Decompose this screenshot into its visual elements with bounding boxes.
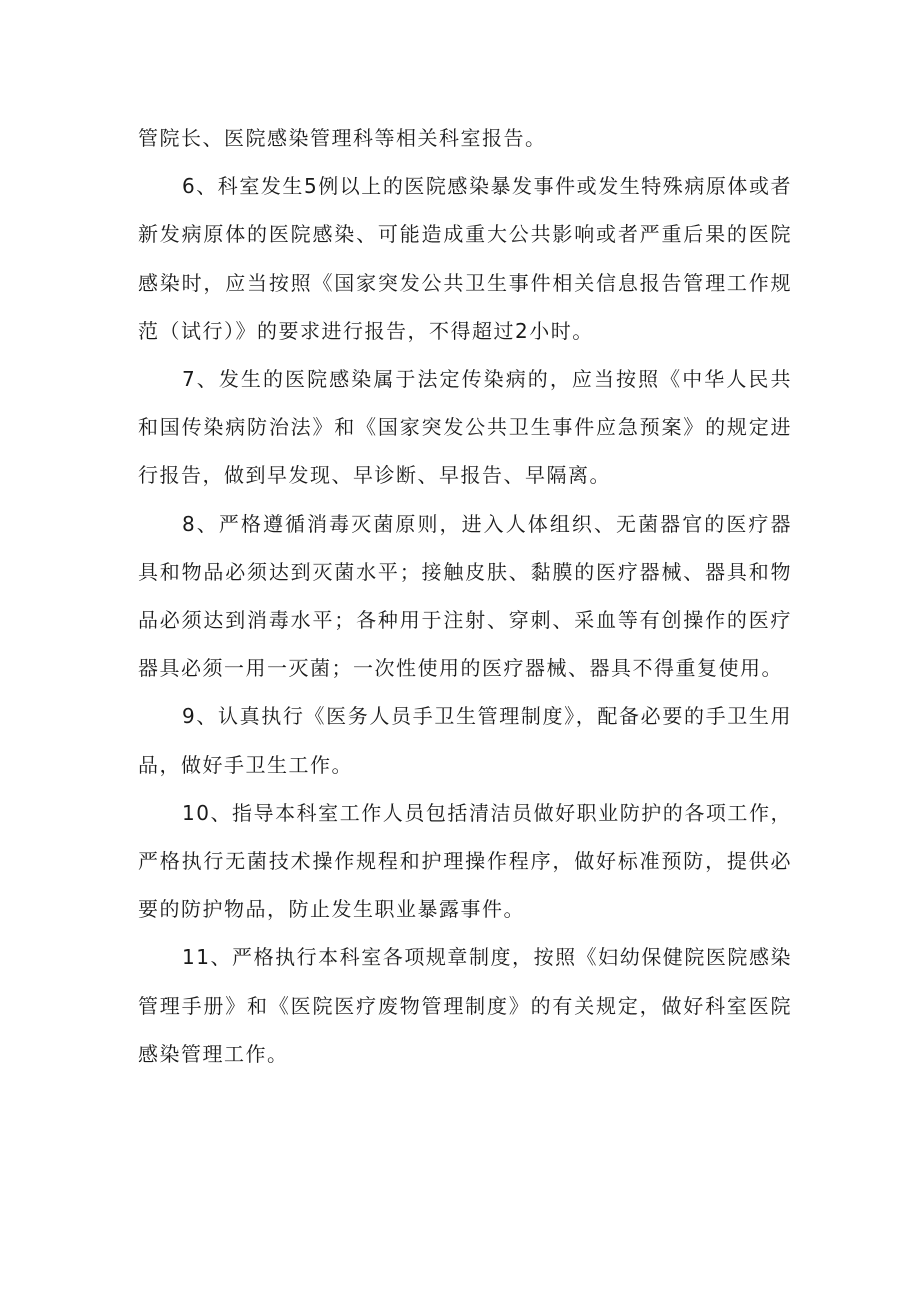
paragraph-item-11: 11、严格执行本科室各项规章制度，按照《妇幼保健院医院感染管理手册》和《医院医疗废物管理制度》的有关规定，做好科室医院感染管理工作。	[138, 945, 792, 1066]
paragraph-item-8: 8、严格遵循消毒灭菌原则，进入人体组织、无菌器官的医疗器具和物品必须达到灭菌水平；接触皮肤、黏膜的医疗器械、器具和物品必须达到消毒水平；各种用于注射、穿刺、采血等有创操作的医疗器具必须一用一灭菌；一次性使用的医疗器械、器具不得重复使用。	[138, 511, 792, 681]
paragraph-item-7: 7、发生的医院感染属于法定传染病的，应当按照《中华人民共和国传染病防治法》和《国家突发公共卫生事件应急预案》的规定进行报告，做到早发现、早诊断、早报告、早隔离。	[138, 367, 792, 488]
paragraph-item-10: 10、指导本科室工作人员包括清洁员做好职业防护的各项工作，严格执行无菌技术操作规程和护理操作程序，做好标准预防，提供必要的防护物品，防止发生职业暴露事件。	[138, 800, 792, 922]
paragraph-item-6: 6、科室发生5例以上的医院感染暴发事件或发生特殊病原体或者新发病原体的医院感染、可能造成重大公共影响或者严重后果的医院感染时，应当按照《国家突发公共卫生事件相关信息报告管理工作规范（试行）》的要求进行报告，不得超过2小时。	[138, 174, 792, 343]
document-body	[138, 114, 792, 1078]
paragraph-continuation: 管院长、医院感染管理科等相关科室报告。	[138, 126, 547, 150]
paragraph-item-9: 9、认真执行《医务人员手卫生管理制度》，配备必要的手卫生用品，做好手卫生工作。	[138, 704, 792, 777]
